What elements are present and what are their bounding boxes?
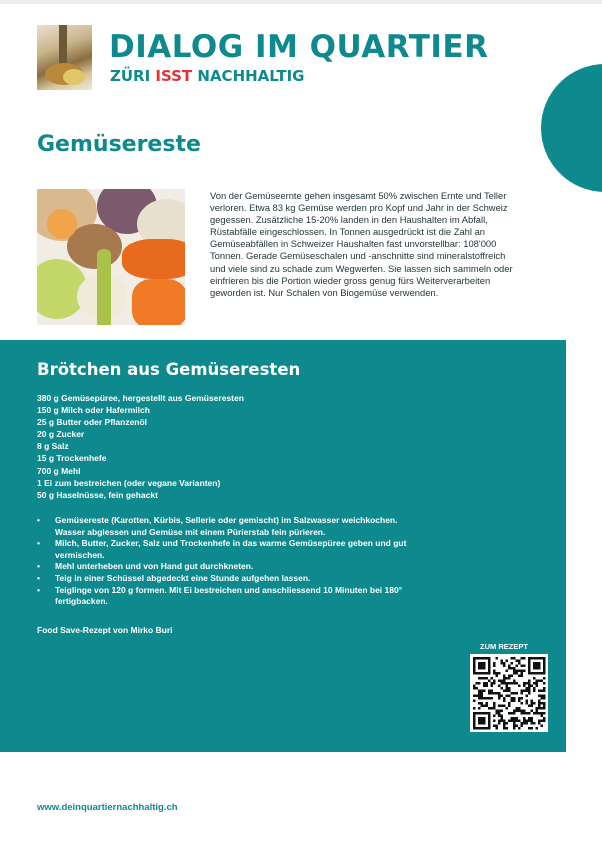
- ingredient-item: 700 g Mehl: [37, 465, 81, 476]
- vegetable-scraps-photo: [37, 189, 185, 325]
- ingredient-item: 20 g Zucker: [37, 429, 85, 440]
- step-item: • Teiglinge von 120 g formen. Mit Ei bestreichen und anschliessend 10 Minuten bei 180° fertigbacken.: [37, 585, 407, 608]
- decorative-circle: [541, 64, 602, 192]
- ingredient-item: 1 Ei zum bestreichen (oder vegane Varianten): [37, 477, 221, 488]
- step-item: • Teig in einer Schüssel abgedeckt eine Stunde aufgehen lassen.: [37, 573, 407, 585]
- qr-code-graphic: [470, 654, 548, 732]
- step-item: • Milch, Butter, Zucker, Salz und Trockenhefe in das warme Gemüsepüree geben und gut vermischen.: [37, 538, 407, 561]
- ingredient-item: 380 g Gemüsepüree, hergestellt aus Gemüseresten: [37, 393, 244, 403]
- step-item: • Gemüsereste (Karotten, Kürbis, Sellerie oder gemischt) im Salzwasser weichkochen. Wasser abgiessen und Gemüse mit einem Pürierstab fein pürieren.: [37, 515, 407, 538]
- recipe-credit: Food Save-Rezept von Mirko Buri: [37, 625, 173, 635]
- recipe-title: Brötchen aus Gemüseresten: [37, 360, 301, 379]
- ingredient-item: 150 g Milch oder Hafermilch: [37, 405, 150, 416]
- ingredient-item: 8 g Salz: [37, 441, 69, 452]
- qr-label: ZUM REZEPT: [480, 642, 528, 651]
- footer-website-link[interactable]: www.deinquartiernachhaltig.ch: [37, 802, 178, 813]
- step-item: • Mehl unterheben und von Hand gut durchkneten.: [37, 561, 407, 573]
- brand-subtitle-part1: ZÜRI: [110, 67, 156, 85]
- qr-code[interactable]: [470, 654, 548, 732]
- brand-subtitle-part2: NACHHALTIG: [192, 67, 305, 85]
- recipe-panel: [0, 340, 566, 752]
- page-title: Gemüsereste: [37, 132, 201, 157]
- logo-photo: [37, 25, 92, 90]
- ingredient-item: 25 g Butter oder Pflanzenöl: [37, 417, 148, 428]
- brand-subtitle: [110, 67, 304, 85]
- ingredient-item: 15 g Trockenhefe: [37, 453, 107, 464]
- top-border: [0, 0, 602, 4]
- brand-title: DIALOG IM QUARTIER: [109, 29, 489, 65]
- intro-paragraph: Von der Gemüseernte gehen insgesamt 50% zwischen Ernte und Teller verloren. Etwa 83 kg Gemüse werden pro Kopf und Jahr in der Schweiz gegessen. Zusätzliche 15-20% landen in den Haushalten im Abfall, Rüstabfälle eingeschlossen. In Tonnen ausgedrückt ist die Zahl an Gemüseabfällen in Schweizer Haushalten fast unvorstellbar: 108'000 Tonnen. Gerade Gemüseschalen und -anschnitte sind mineralstoffreich und viele sind zu schade zum Wegwerfen. Sie lassen sich sammeln oder einfrieren bis die Portion wieder gross genug fürs Weiterverarbeiten geworden ist. Nur Schalen von Biogemüse verwenden.: [210, 190, 513, 298]
- brand-subtitle-accent: ISST: [155, 67, 193, 85]
- ingredient-list: [37, 392, 244, 501]
- ingredient-item: 50 g Haselnüsse, fein gehackt: [37, 489, 158, 500]
- step-list: [37, 515, 407, 608]
